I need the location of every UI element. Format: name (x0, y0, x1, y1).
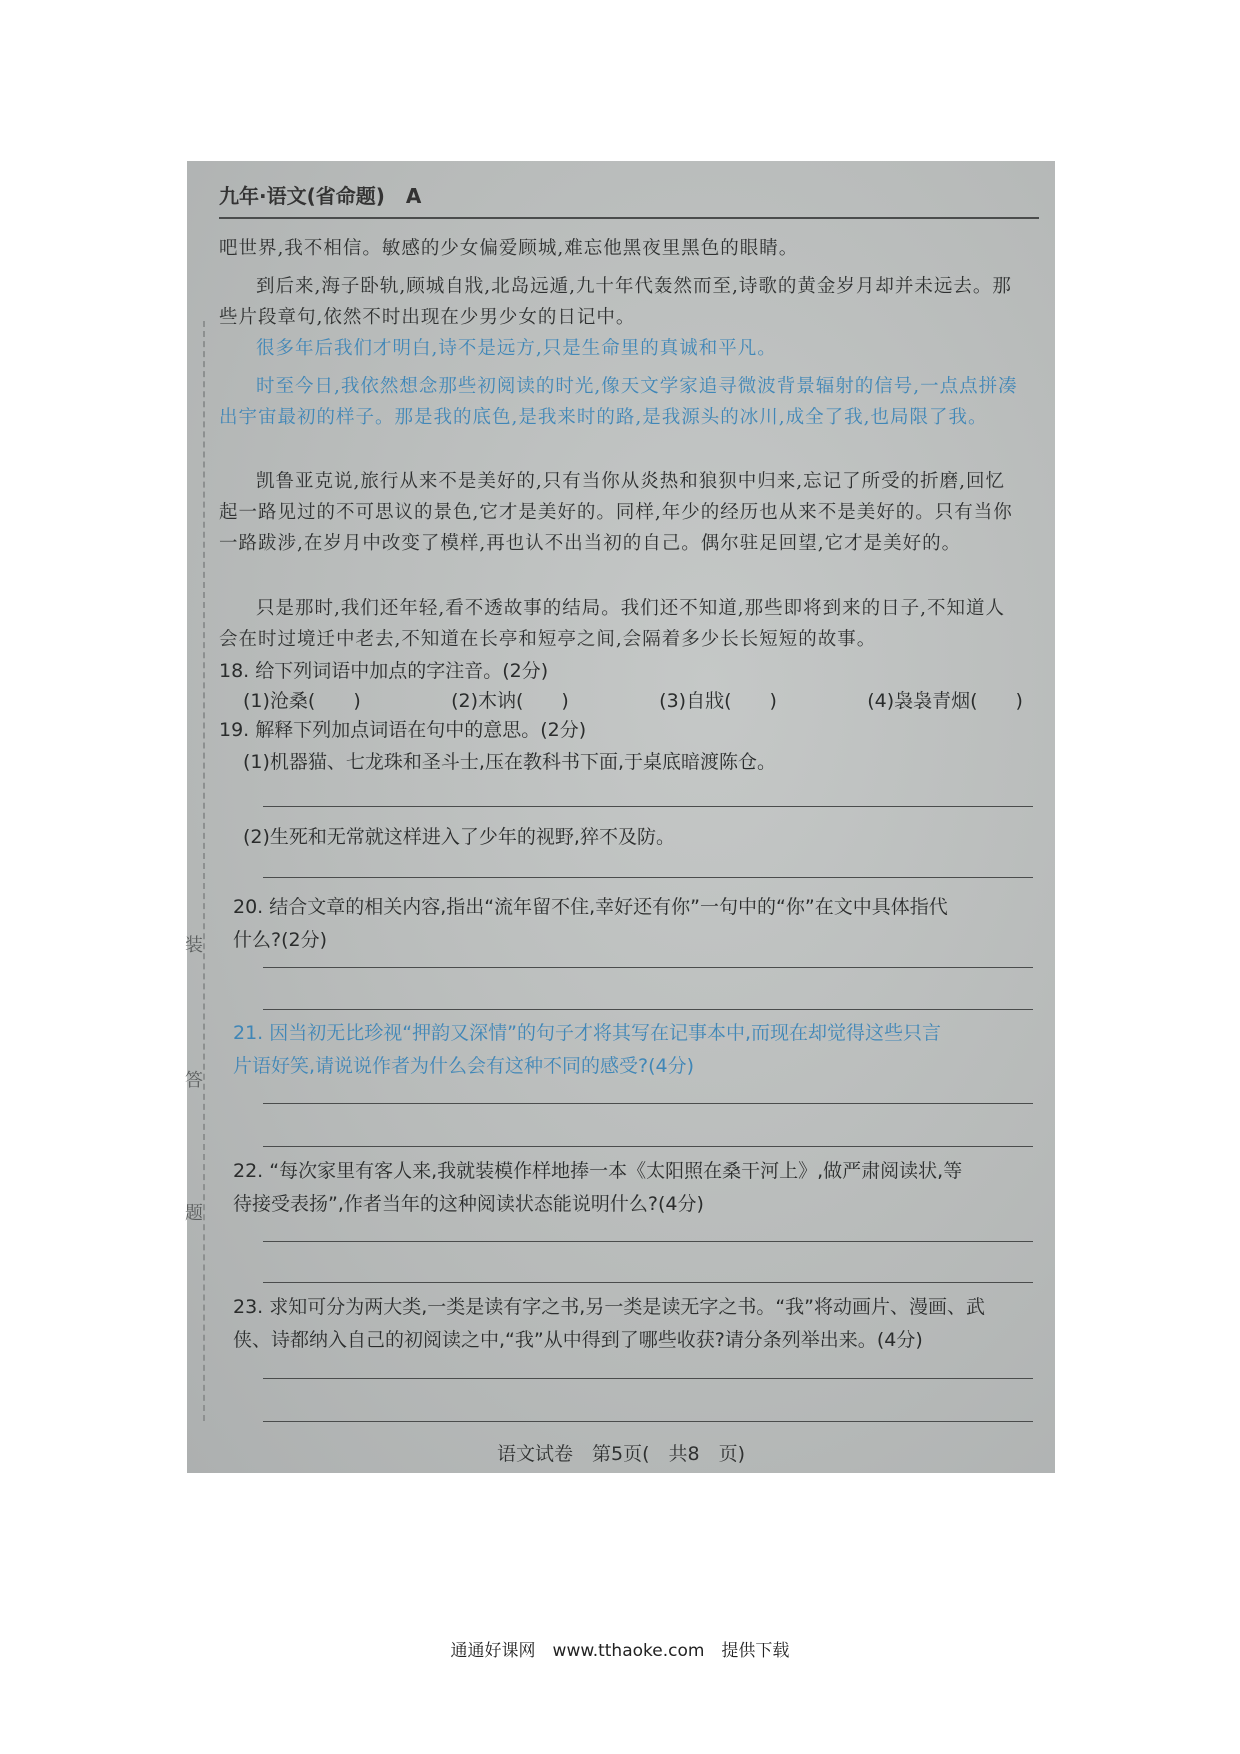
margin-char-1: 装 (185, 935, 203, 956)
question-18-stem: 18. 给下列词语中加点的字注音。(2分) (219, 660, 549, 682)
answer-line[interactable] (263, 1421, 1033, 1422)
q18-item-2: (2)木讷( ) (451, 690, 569, 712)
question-19-sub-1: (1)机器猫、七龙珠和圣斗士,压在教科书下面,于桌底暗渡陈仓。 (243, 751, 776, 773)
answer-line[interactable] (263, 1241, 1033, 1242)
answer-line[interactable] (263, 877, 1033, 878)
scanned-exam-page (187, 161, 1055, 1473)
answer-line[interactable] (263, 1009, 1033, 1010)
header-grade-subject: 九年·语文(省命题) (219, 184, 385, 208)
question-20-line-2: 什么?(2分) (233, 929, 327, 951)
header-version: A (405, 184, 422, 208)
page-footer: 语文试卷 第5页( 共8 页) (496, 1443, 745, 1465)
answer-line[interactable] (263, 1282, 1033, 1283)
passage-para-6: 只是那时,我们还年轻,看不透故事的结局。我们还不知道,那些即将到来的日子,不知道人会在时过境迁中老去,不知道在长亭和短亭之间,会隔着多少长长短短的故事。 (219, 598, 1006, 650)
answer-line[interactable] (263, 806, 1033, 807)
passage-para-3: 很多年后我们才明白,诗不是远方,只是生命里的真诚和平凡。 (256, 338, 777, 359)
question-23-line-2: 侠、诗都纳入自己的初阅读之中,“我”从中得到了哪些收获?请分条列举出来。(4分) (233, 1329, 923, 1351)
answer-line[interactable] (263, 967, 1033, 968)
q18-item-1: (1)沧桑( ) (243, 690, 361, 712)
page-header (219, 179, 1039, 219)
margin-char-2: 答 (185, 1070, 203, 1091)
answer-line[interactable] (263, 1103, 1033, 1104)
passage-para-1: 吧世界,我不相信。敏感的少女偏爱顾城,难忘他黑夜里黑色的眼睛。 (219, 238, 799, 259)
download-watermark: 通通好课网 www.tthaoke.com 提供下载 (450, 1641, 790, 1661)
answer-line[interactable] (263, 1146, 1033, 1147)
question-19-stem: 19. 解释下列加点词语在句中的意思。(2分) (219, 719, 587, 741)
question-20-line-1: 20. 结合文章的相关内容,指出“流年留不住,幸好还有你”一句中的“你”在文中具体指代 (233, 896, 948, 918)
passage-para-5: 凯鲁亚克说,旅行从来不是美好的,只有当你从炎热和狼狈中归来,忘记了所受的折磨,回忆起一路见过的不可思议的景色,它才是美好的。同样,年少的经历也从来不是美好的。只有当你一路跋涉,在岁月中改变了模样,再也认不出当初的自己。偶尔驻足回望,它才是美好的。 (219, 471, 1013, 554)
q18-item-3: (3)自戕( ) (659, 690, 777, 712)
passage-para-2: 到后来,海子卧轨,顾城自戕,北岛远遁,九十年代轰然而至,诗歌的黄金岁月却并未远去。那些片段章句,依然不时出现在少男少女的日记中。 (219, 276, 1012, 328)
q18-item-4: (4)袅袅青烟( ) (867, 690, 1023, 712)
binding-margin-line (203, 321, 205, 1421)
margin-char-3: 题 (185, 1203, 203, 1224)
passage-para-4: 时至今日,我依然想念那些初阅读的时光,像天文学家追寻微波背景辐射的信号,一点点拼凑出宇宙最初的样子。那是我的底色,是我来时的路,是我源头的冰川,成全了我,也局限了我。 (219, 376, 1018, 428)
question-21-line-1: 21. 因当初无比珍视“押韵又深情”的句子才将其写在记事本中,而现在却觉得这些只言 (233, 1022, 941, 1044)
question-22-line-1: 22. “每次家里有客人来,我就装模作样地捧一本《太阳照在桑干河上》,做严肃阅读状,等 (233, 1160, 963, 1182)
question-23-line-1: 23. 求知可分为两大类,一类是读有字之书,另一类是读无字之书。“我”将动画片、漫画、武 (233, 1296, 986, 1318)
answer-line[interactable] (263, 1378, 1033, 1379)
question-22-line-2: 待接受表扬”,作者当年的这种阅读状态能说明什么?(4分) (233, 1193, 704, 1215)
question-21-line-2: 片语好笑,请说说作者为什么会有这种不同的感受?(4分) (233, 1055, 695, 1077)
question-19-sub-2: (2)生死和无常就这样进入了少年的视野,猝不及防。 (243, 826, 675, 848)
